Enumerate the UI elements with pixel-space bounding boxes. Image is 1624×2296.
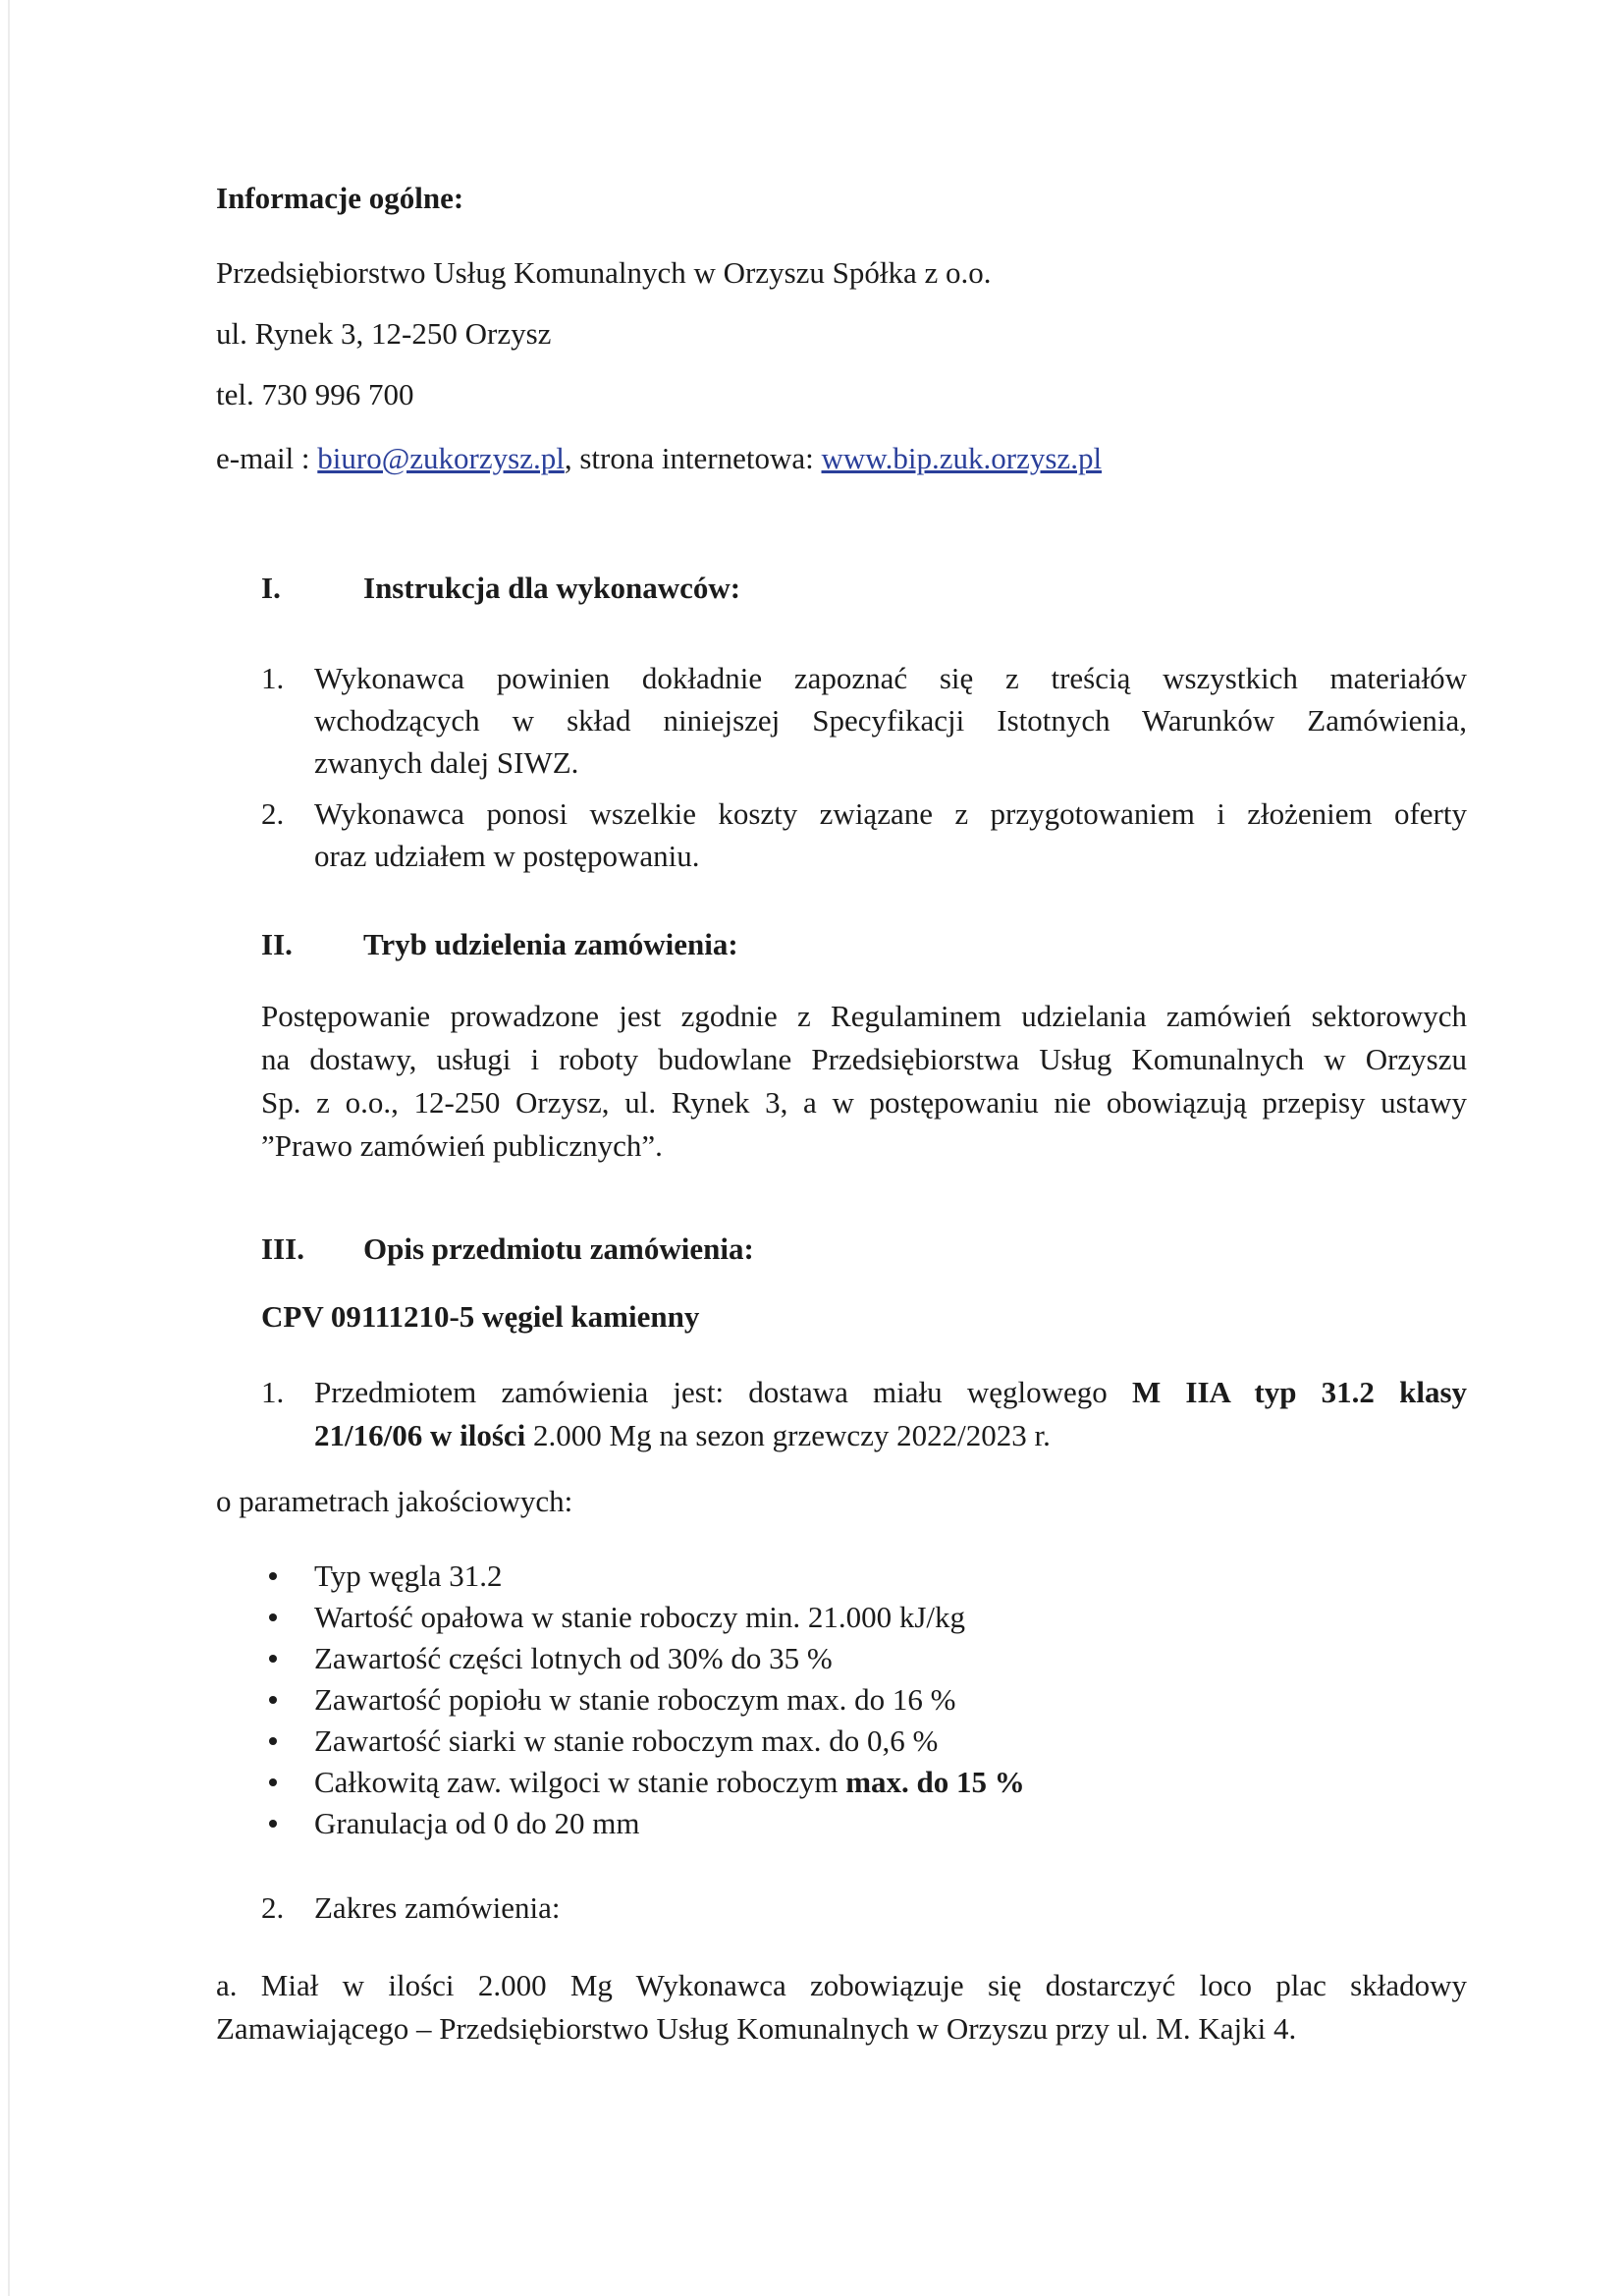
list-item-text: oraz udziałem w postępowaniu.	[314, 839, 700, 873]
param-item: Typ węgla 31.2	[314, 1558, 503, 1593]
list-item-text: Wykonawca powinien dokładnie zapoznać się z treścią wszystkich materiałów	[314, 661, 1467, 695]
scope-line: a. Miał w ilości 2.000 Mg Wykonawca zobowiązuje się dostarczyć loco plac składowy	[216, 1968, 1467, 2002]
list-item-number: 1.	[261, 661, 285, 695]
list-item-text: wchodzących w skład niniejszej Specyfikacji Istotnych Warunków Zamówienia,	[314, 703, 1467, 738]
scan-edge	[8, 0, 10, 2296]
section-1-title: Instrukcja dla wykonawców:	[363, 571, 741, 605]
company-name: Przedsiębiorstwo Usług Komunalnych w Orzyszu Spółka z o.o.	[216, 255, 992, 290]
param-item	[314, 1761, 1025, 1803]
param-bold: max. do 15 %	[845, 1765, 1025, 1799]
email-label: e-mail :	[216, 441, 318, 475]
section-2-numeral: II.	[261, 927, 293, 961]
bullet-icon	[269, 1613, 277, 1621]
email-link[interactable]: biuro@zukorzysz.pl	[317, 441, 565, 475]
website-link[interactable]: www.bip.zuk.orzysz.pl	[821, 441, 1103, 475]
paragraph-line: na dostawy, usługi i roboty budowlane Przedsiębiorstwa Usług Komunalnych w Orzyszu	[261, 1042, 1467, 1076]
section-3-numeral: III.	[261, 1231, 304, 1266]
coal-class: 21/16/06 w ilości	[314, 1418, 526, 1452]
scope-heading: Zakres zamówienia:	[314, 1890, 561, 1925]
list-item-text: Wykonawca ponosi wszelkie koszty związane z przygotowaniem i złożeniem oferty	[314, 796, 1467, 831]
bullet-icon	[269, 1696, 277, 1704]
param-item: Zawartość popiołu w stanie roboczym max. do 16 %	[314, 1682, 956, 1717]
coal-type: M IIA typ 31.2 klasy	[1131, 1375, 1468, 1409]
paragraph-line: Postępowanie prowadzone jest zgodnie z Regulaminem udzielania zamówień sektorowych	[261, 999, 1467, 1033]
param-item: Wartość opałowa w stanie roboczy min. 21.000 kJ/kg	[314, 1600, 966, 1634]
general-heading: Informacje ogólne:	[216, 181, 464, 215]
order-quantity: 2.000 Mg na sezon grzewczy 2022/2023 r.	[525, 1418, 1051, 1452]
param-text: Całkowitą zaw. wilgoci w stanie roboczym	[314, 1765, 846, 1799]
paragraph-line: ”Prawo zamówień publicznych”.	[261, 1128, 663, 1163]
param-item: Zawartość siarki w stanie roboczym max. do 0,6 %	[314, 1723, 939, 1758]
bullet-icon	[269, 1820, 277, 1828]
bullet-icon	[269, 1572, 277, 1580]
website-label: , strona internetowa:	[564, 441, 822, 475]
contact-line	[216, 437, 1102, 479]
order-subject-text: Przedmiotem zamówienia jest: dostawa miału węglowego	[314, 1375, 1132, 1409]
scope-line: Zamawiającego – Przedsiębiorstwo Usług Komunalnych w Orzyszu przy ul. M. Kajki 4.	[216, 2011, 1297, 2046]
section-2-title: Tryb udzielenia zamówienia:	[363, 927, 738, 961]
order-subject-line-2	[314, 1414, 1051, 1456]
section-3-title: Opis przedmiotu zamówienia:	[363, 1231, 754, 1266]
list-item-number: 1.	[261, 1375, 285, 1409]
bullet-icon	[269, 1655, 277, 1663]
company-phone: tel. 730 996 700	[216, 377, 414, 411]
list-item-text: zwanych dalej SIWZ.	[314, 745, 579, 780]
list-item-number: 2.	[261, 1890, 285, 1925]
cpv-code: CPV 09111210-5 węgiel kamienny	[261, 1299, 700, 1334]
paragraph-line: Sp. z o.o., 12-250 Orzysz, ul. Rynek 3, a w postępowaniu nie obowiązują przepisy ustawy	[261, 1085, 1467, 1120]
bullet-icon	[269, 1778, 277, 1786]
order-subject-line	[314, 1371, 1467, 1413]
param-item: Granulacja od 0 do 20 mm	[314, 1806, 640, 1840]
param-item: Zawartość części lotnych od 30% do 35 %	[314, 1641, 833, 1675]
params-intro: o parametrach jakościowych:	[216, 1484, 573, 1518]
company-address: ul. Rynek 3, 12-250 Orzysz	[216, 316, 552, 351]
list-item-number: 2.	[261, 796, 285, 831]
section-1-numeral: I.	[261, 571, 281, 605]
bullet-icon	[269, 1737, 277, 1745]
